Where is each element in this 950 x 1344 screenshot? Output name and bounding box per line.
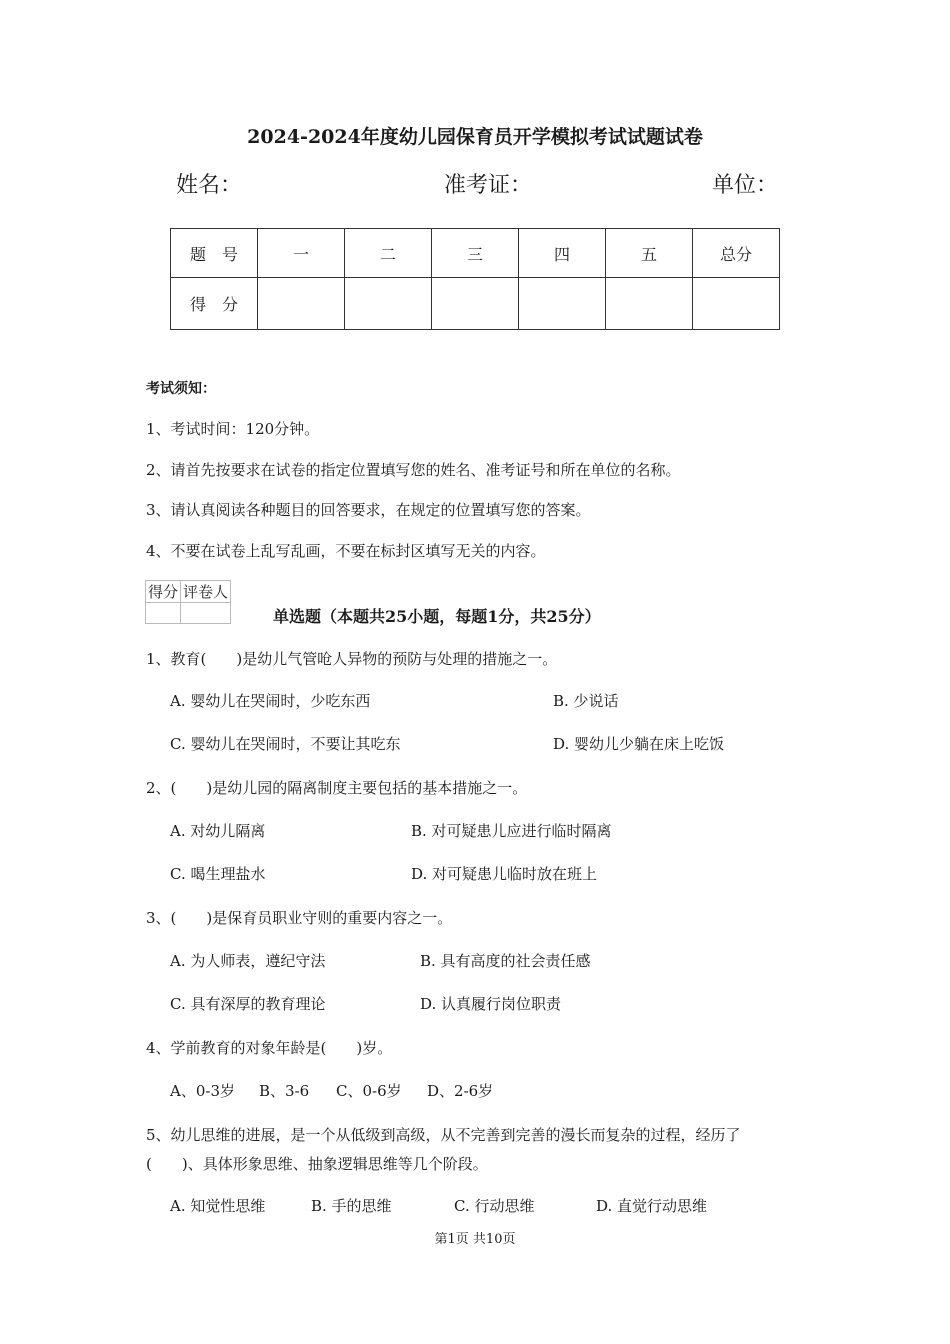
notice-item: 4、不要在试卷上乱写乱画，不要在标封区填写无关的内容。 <box>146 542 546 560</box>
option-d[interactable]: D. 认真履行岗位职责 <box>420 995 562 1013</box>
grader-box <box>145 580 231 624</box>
score-header-cell: 题 号 <box>171 229 258 278</box>
option-a[interactable]: A. 知觉性思维 <box>170 1197 266 1215</box>
score-table-score-row <box>171 278 780 330</box>
option-c[interactable]: C、0-6岁 <box>336 1082 402 1100</box>
option-a[interactable]: A. 婴幼儿在哭闹时，少吃东西 <box>170 692 371 710</box>
option-d[interactable]: D. 对可疑患儿临时放在班上 <box>411 865 598 883</box>
grader-name-cell[interactable] <box>181 603 231 624</box>
exam-id-label: 准考证： <box>444 173 533 198</box>
score-table-header-row <box>171 229 780 278</box>
score-header-cell: 一 <box>258 229 345 278</box>
grader-name-label: 评卷人 <box>181 581 231 603</box>
notice-item: 3、请认真阅读各种题目的回答要求，在规定的位置填写您的答案。 <box>146 501 591 519</box>
score-header-cell: 五 <box>606 229 693 278</box>
notice-item: 1、考试时间：120分钟。 <box>146 420 320 438</box>
option-a[interactable]: A. 为人师表，遵纪守法 <box>170 952 326 970</box>
option-b[interactable]: B、3-6 <box>259 1082 310 1100</box>
score-cell[interactable] <box>693 278 780 330</box>
notice-item: 2、请首先按要求在试卷的指定位置填写您的姓名、准考证号和所在单位的名称。 <box>146 461 681 479</box>
question-stem-continued: ( )、具体形象思维、抽象逻辑思维等几个阶段。 <box>146 1155 488 1173</box>
grader-score-label: 得分 <box>146 581 181 603</box>
question-stem: 5、幼儿思维的进展，是一个从低级到高级，从不完善到完善的漫长而复杂的过程，经历了 <box>146 1126 741 1144</box>
score-cell[interactable] <box>432 278 519 330</box>
question-stem: 1、教育( )是幼儿气管呛人异物的预防与处理的措施之一。 <box>146 650 558 668</box>
option-c[interactable]: C. 行动思维 <box>454 1197 535 1215</box>
score-header-cell: 二 <box>345 229 432 278</box>
name-label: 姓名： <box>176 173 243 198</box>
score-header-cell: 总分 <box>693 229 780 278</box>
option-d[interactable]: D. 直觉行动思维 <box>596 1197 708 1215</box>
option-d[interactable]: D. 婴幼儿少躺在床上吃饭 <box>553 735 725 753</box>
question-stem: 2、( )是幼儿园的隔离制度主要包括的基本措施之一。 <box>146 779 528 797</box>
score-header-cell: 三 <box>432 229 519 278</box>
option-c[interactable]: C. 喝生理盐水 <box>170 865 266 883</box>
score-cell[interactable] <box>345 278 432 330</box>
option-b[interactable]: B. 少说话 <box>553 692 619 710</box>
grader-score-cell[interactable] <box>146 603 181 624</box>
option-b[interactable]: B. 对可疑患儿应进行临时隔离 <box>411 822 612 840</box>
option-c[interactable]: C. 具有深厚的教育理论 <box>170 995 326 1013</box>
option-b[interactable]: B. 具有高度的社会责任感 <box>420 952 591 970</box>
score-cell[interactable] <box>606 278 693 330</box>
option-a[interactable]: A、0-3岁 <box>170 1082 235 1100</box>
question-stem: 3、( )是保育员职业守则的重要内容之一。 <box>146 909 453 927</box>
section-title: 单选题（本题共25小题，每题1分，共25分） <box>273 607 601 626</box>
option-b[interactable]: B. 手的思维 <box>311 1197 392 1215</box>
unit-label: 单位： <box>712 173 779 198</box>
score-table <box>170 228 780 330</box>
page-footer: 第1页 共10页 <box>434 1232 516 1247</box>
score-header-cell: 四 <box>519 229 606 278</box>
option-c[interactable]: C. 婴幼儿在哭闹时，不要让其吃东 <box>170 735 401 753</box>
option-a[interactable]: A. 对幼儿隔离 <box>170 822 266 840</box>
option-d[interactable]: D、2-6岁 <box>427 1082 494 1100</box>
notice-title: 考试须知： <box>146 381 216 397</box>
question-stem: 4、学前教育的对象年龄是( )岁。 <box>146 1039 393 1057</box>
score-row-label: 得 分 <box>171 278 258 330</box>
exam-title: 2024-2024年度幼儿园保育员开学模拟考试试题试卷 <box>247 126 703 148</box>
score-cell[interactable] <box>258 278 345 330</box>
score-cell[interactable] <box>519 278 606 330</box>
